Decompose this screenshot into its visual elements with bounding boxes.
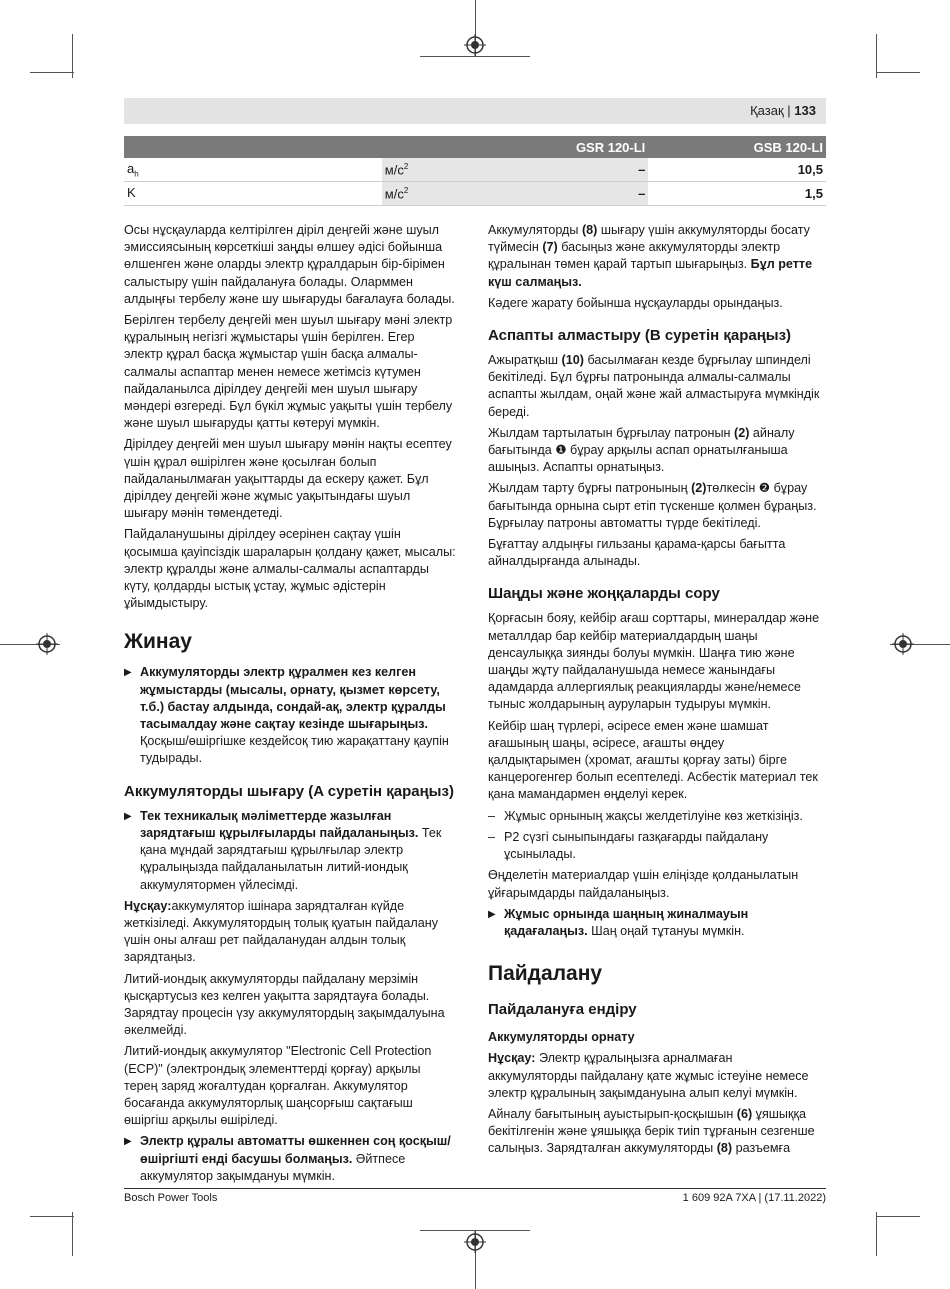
registration-mark-icon [464,34,486,56]
spec-gsr-value: – [466,182,649,206]
note: Нұсқау: Электр құралыңызға арналмаған аккумуляторды пайдалану қате жұмыс істеуіне немесе электр құралының зақымдануына алып келуі мүмкін. [488,1051,809,1100]
warning-bullet: ▶ Жұмыс орнында шаңның жиналмауын қадағалаңыз. Шаң оңай тұтануы мүмкін. [488,906,749,938]
spec-gsb-value: 1,5 [648,182,826,206]
list-item: – P2 сүзгі сыныпындағы газқағарды пайдалану ұсынылады. [488,829,769,862]
section-heading-assembly: Жинау [124,630,192,654]
warning-bullet: ▶ Электр құралы автоматты өшкеннен соң қосқыш/өшіргішті енді басушы болмаңыз. Әйтпесе аккумулятор зақымдануы мүмкін. [124,1134,451,1183]
triangle-bullet-icon: ▶ [124,810,132,822]
warning-bullet: ▶ Аккумуляторды электр құралмен кез келген жұмыстарды (мысалы, орнату, қызмет көрсету, т.б.) бастау алдында, сондай-ақ, электр құралды тасымалдау және сақтау кезінде шығарыңыз. Қосқыш/өшіргішке кездейсоқ тию жарақаттану қаупін тудырады. [124,665,449,766]
paragraph: Жылдам тартылатын бұрғылау патронын (2) айналу бағытында ❶ бұрау арқылы аспап орнатылғаныша ашыңыз. Аспапты орнатыңыз. [488,425,795,475]
spec-gsb-value: 10,5 [648,158,826,182]
paragraph: Ажыратқыш (10) басылмаған кезде бұрғылау шпинделі бекітіледі. Бұл бұрғы патронында алмалы-салмалы аспапты жылдам, оңай және жай алмастыруға мүмкіндік береді. [488,353,820,419]
registration-mark-icon [464,1231,486,1253]
registration-mark-icon [892,633,914,655]
paragraph: Литий-иондық аккумуляторды пайдалану мерзімін қысқартусыз кез келген уақытта зарядтауға болады. Зарядтау процесін үзу аккумулятордың зақымдалуына әкелмейді. [124,971,445,1038]
footer-divider [124,1188,826,1189]
right-column [488,222,820,1162]
spec-gsr-value: – [466,158,649,182]
header-language: Қазақ [750,103,784,118]
table-row [124,158,826,182]
spec-symbol: K [124,182,382,206]
spec-col-gsb: GSB 120-LI [648,136,826,158]
registration-mark-icon [36,633,58,655]
subheading-remove-battery: Аккумуляторды шығару (A суретін қараңыз) [124,782,454,800]
paragraph: Литий-иондық аккумулятор "Electronic Cell Protection (ECP)" (электрондық элементтерді қорғау) арқылы терең заряд жоғалтудан қорғалған. Аккумулятор босағанда аккумуляторлық шаңсорғыш сақтағыш өшіргіш арқылы өшіріледі. [124,1044,432,1128]
list-item: – Жұмыс орнының жақсы желдетілуіне көз жеткізіңіз. [488,808,803,823]
header-separator: | [787,103,791,118]
crop-mark [30,1216,74,1217]
footer-publisher: Bosch Power Tools [124,1192,218,1204]
spec-col-unit [382,136,466,158]
triangle-bullet-icon: ▶ [488,908,496,920]
footer-doc-id: 1 609 92A 7XA | (17.11.2022) [682,1192,826,1204]
triangle-bullet-icon: ▶ [124,1136,132,1148]
paragraph: Өңделетін материалдар үшін еліңізде қолданылатын ұйғарымдарды пайдаланыңыз. [488,868,799,900]
crop-mark [876,1212,877,1256]
page-header [124,98,826,124]
page-number: 133 [794,103,816,118]
spec-col-gsr: GSR 120-LI [466,136,649,158]
warning-bullet: ▶ Тек техникалық мәліметтерде жазылған зарядтағыш құрылғыларды пайдаланыңыз. Тек қана мұндай зарядтағыш құрылғылар электр құралыңызда пайдаланылатын литий-иондық аккумулятормен үйлесімді. [124,808,442,892]
paragraph: Осы нұсқауларда келтірілген діріл деңгейі және шуыл эмиссиясының көрсеткіші заңды өлшеу әдісі бойынша өлшенген және оларды электр құралдарын бір-бірімен салыстыру үшін пайдалануға болады. Оларммен алдыңғы тербелу және шу шығаруды бағалауға болады. [124,223,455,306]
subheading-insert-battery: Аккумуляторды орнату [488,1030,635,1045]
header-text [750,103,816,118]
paragraph: Бұғаттау алдыңғы гильзаны қарама-қарсы бағытта айналдырғанда алынады. [488,537,786,569]
spec-symbol: $a_h$ [124,158,382,182]
triangle-bullet-icon: ▶ [124,667,132,679]
crop-mark [72,1212,73,1256]
paragraph: Аккумуляторды (8) шығару үшін аккумуляторды босату түймесін (7) басыңыз және аккумуляторды электр құралынан төмен қарай тартып шығарыңыз. Бұл ретте күш салмаңыз. [488,223,813,289]
left-column [124,222,456,1189]
crop-mark [420,56,530,57]
paragraph: Кейбір шаң түрлері, әсіресе емен және шамшат ағашының шаңы, әсіресе, ағашты өңдеу қалдықтарымен (хромат, ағашты қорғау заты) бірге канцерогенгер болып есептеледі. Асбестік материал тек қана мамандармен өңделуі керек. [488,718,818,802]
crop-mark [876,72,920,73]
table-row [124,182,826,206]
section-heading-use: Пайдалану [488,962,603,986]
paragraph: Айналу бағытының ауыстырып-қосқышын (6) ұяшыққа бекітілгенін және ұяшыққа берік тиіп тұрғанын сезгенше салыңыз. Зарядталған аккумуляторды (8) разъемға [488,1106,815,1156]
spec-col-symbol [124,136,382,158]
paragraph: Кәдеге жарату бойынша нұсқауларды орындаңыз. [488,295,783,310]
note: Нұсқау:аккумулятор ішінара зарядталған күйде жеткізіледі. Аккумулятордың толық қуатын пайдалану үшін оны алғаш рет пайдаланудан алдын толық зарядтаңыз. [124,898,439,965]
crop-mark [30,72,74,73]
spec-unit: $м/с^2$ [382,158,466,182]
paragraph: Пайдаланушыны дірілдеу әсерінен сақтау үшін қосымша қауіпсіздік шараларын қолдану қажет, мысалы: электр құралды және алмалы-салмалы аспаптарды күту, қолдарды ыстық ұстау, жұмыс әдістерін ұйымдыстыру. [124,527,456,611]
paragraph: Жылдам тарту бұрғы патронының (2)төлкесін ❷ бұрау бағытында орнына сырт етіп түскенше қолмен бұраңыз. Бұрғылау патроны автоматты түрде бекітіледі. [488,481,817,530]
spec-unit: $м/с^2$ [382,182,466,206]
spec-table [124,136,826,206]
crop-mark [876,1216,920,1217]
spec-table-header [124,136,826,158]
paragraph: Қорғасын бояу, кейбір ағаш сорттары, минералдар және металлдар бар кейбір материалдардың шаңы денсаулыққа зиянды болуы мүмкін. Шаңға тию және шаңды жұту пайдаланушыда немесе жанындағы адамдарда аллергиялық реакцияларды және/немесе тыныс жолдарының ауруларын тудыруы мүмкін. [488,611,820,712]
subheading-startup: Пайдалануға ендіру [488,1001,637,1019]
subheading-tool-change: Аспапты алмастыру (B суретін қараңыз) [488,327,792,345]
paragraph: Берілген тербелу деңгейі мен шуыл шығару мәні электр құралының негізгі жұмыстары үшін берілген. Егер электр құрал басқа жұмыстар үшін басқа алмалы-салмалы аспаптар менен немесе жетімсіз күтумен пайдаланылса дірілдеу деңгейі мен шуыл шығару мәндері өзгереді. Бұл бүкіл жұмыс уақыты үшін тербелу және шуыл шығаруды қатты көтеруі мүмкін. [124,313,453,431]
paragraph: Дірілдеу деңгейі мен шуыл шығару мәнін нақты есептеу үшін құрал өшірілген және қосылған болып пайдаланылмаған уақыттарды да ескеру қажет. Бұл дірілдеу деңгейі және жұмыс уақытындағы шуыл шығару мәнін төмендетеді. [124,437,452,521]
subheading-dust-extraction: Шаңды және жоңқаларды сору [488,585,720,603]
